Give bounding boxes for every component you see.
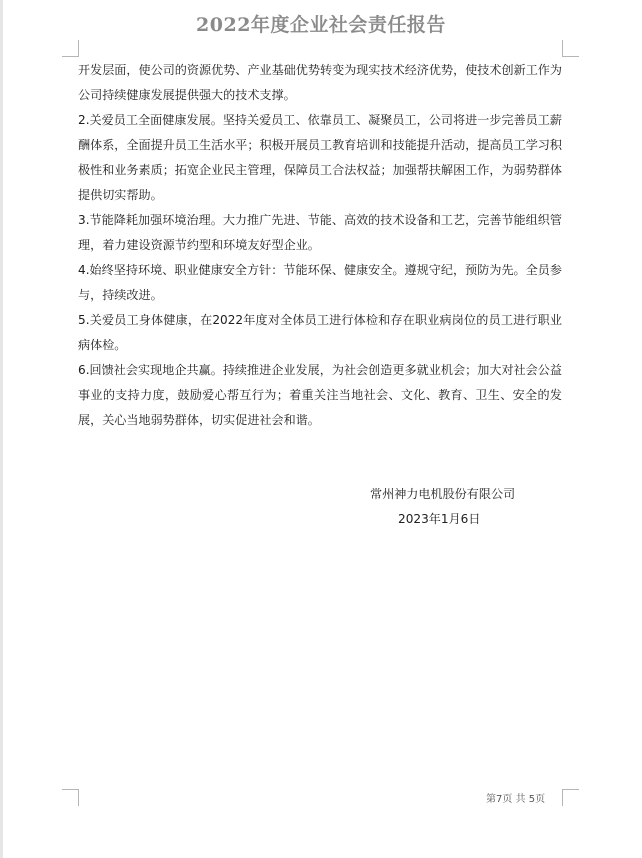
paragraph-social-return: 6.回馈社会实现地企共赢。持续推进企业发展，为社会创造更多就业机会；加大对社会公益事业的支持力度，鼓励爱心帮互行为；着重关注当地社会、文化、教育、卫生、安全的发展，关心当地弱势群体，切实促进社会和谐。 <box>78 363 562 427</box>
margin-corner-bottom-right <box>562 789 579 806</box>
paragraph-employee-care: 2.关爱员工全面健康发展。坚持关爱员工、依靠员工、凝聚员工，公司将进一步完善员工薪酬体系，全面提升员工生活水平；积极开展员工教育培训和技能提升活动，提高员工学习积极性和业务素质；拓宽企业民主管理，保障员工合法权益；加强帮扶解困工作，为弱势群体提供切实帮助。 <box>78 113 562 202</box>
signature-company: 常州神力电机股份有限公司 <box>370 487 516 501</box>
paragraph-health-checkup: 5.关爱员工身体健康，在2022年度对全体员工进行体检和存在职业病岗位的员工进行职业病体检。 <box>78 313 562 352</box>
paragraph-continuation: 开发层面，使公司的资源优势、产业基础优势转变为现实技术经济优势，使技术创新工作为公司持续健康发展提供强大的技术支撑。 <box>78 63 562 102</box>
paragraph-energy-saving: 3.节能降耗加强环境治理。大力推广先进、节能、高效的技术设备和工艺，完善节能组织管理，着力建设资源节约型和环境友好型企业。 <box>78 213 562 252</box>
margin-corner-top-right <box>562 40 579 57</box>
paragraph-safety-policy: 4.始终坚持环境、职业健康安全方针：节能环保、健康安全。遵规守纪，预防为先。全员参与，持续改进。 <box>78 263 562 302</box>
margin-corner-bottom-left <box>62 789 79 806</box>
page-edge <box>0 0 3 858</box>
margin-corner-top-left <box>62 40 79 57</box>
header-title: 2022年度企业社会责任报告 <box>196 14 446 36</box>
page-number-footer: 第7页 共 5页 <box>486 794 546 805</box>
body-text <box>78 58 562 433</box>
signature-date: 2023年1月6日 <box>398 512 481 526</box>
